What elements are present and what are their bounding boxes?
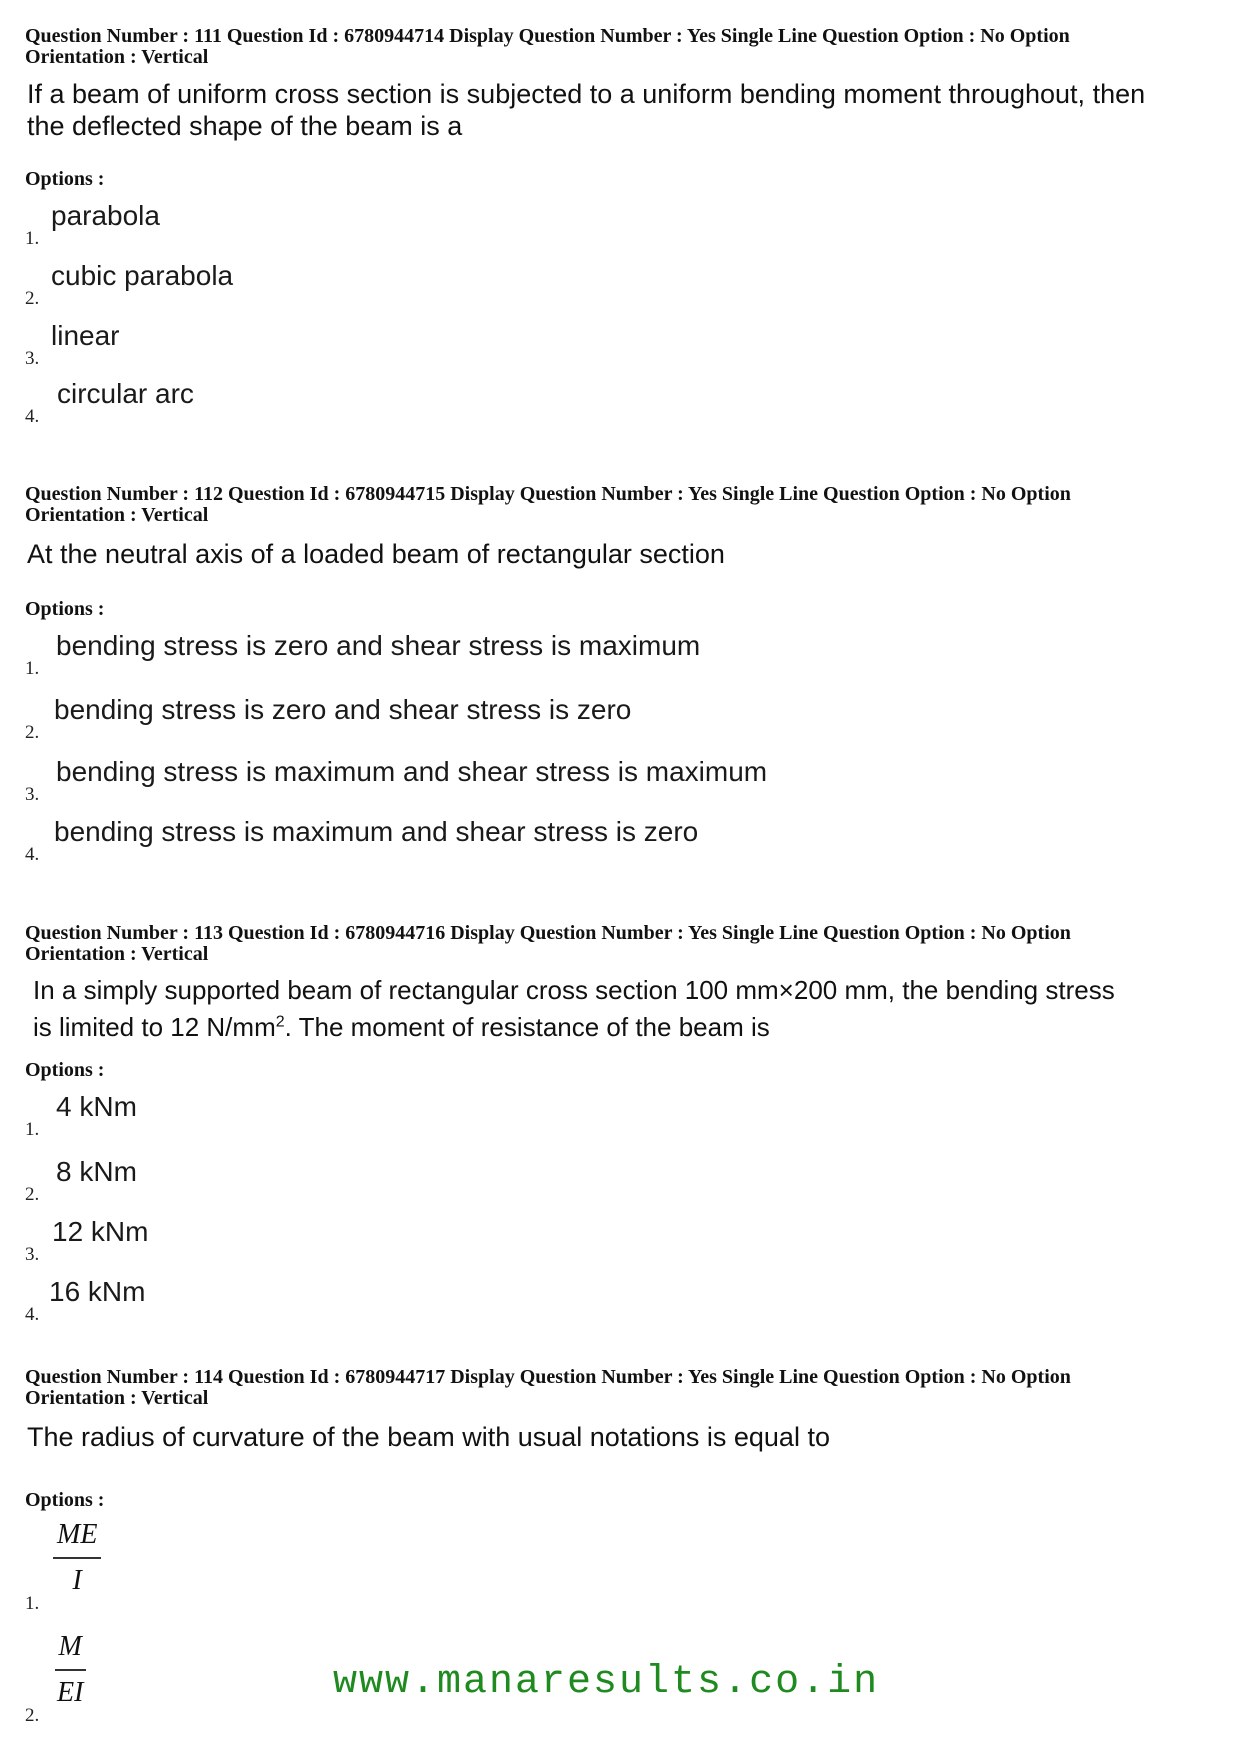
stem-text: is limited to 12 N/mm: [33, 1011, 276, 1042]
option-number: 4.: [25, 406, 40, 427]
stem-line: [33, 1012, 770, 1042]
option-number: 2.: [25, 722, 40, 743]
option-number: 3.: [25, 348, 40, 369]
fraction-me-over-i: [53, 1519, 101, 1597]
question-stem: [33, 975, 1115, 1043]
option-text: bending stress is maximum and shear stress is maximum: [56, 756, 768, 787]
option-number: 1.: [25, 658, 40, 679]
stem-text: . The moment of resistance of the beam is: [284, 1011, 770, 1042]
option-1[interactable]: [25, 200, 1125, 250]
option-3[interactable]: [25, 1216, 1125, 1266]
watermark-url: www.manaresults.co.in: [333, 1660, 880, 1705]
option-text: circular arc: [57, 378, 194, 409]
option-number: 1.: [25, 228, 40, 249]
question-stem: [27, 538, 725, 570]
option-number: 1.: [25, 1593, 40, 1614]
stem-line: If a beam of uniform cross section is subjected to a uniform bending moment throughout, then: [27, 79, 1146, 109]
option-text: bending stress is maximum and shear stress is zero: [54, 816, 699, 847]
question-112: [25, 483, 1215, 865]
stem-line: the deflected shape of the beam is a: [27, 111, 463, 141]
question-meta-orientation: Orientation : Vertical: [25, 504, 209, 526]
fraction-m-over-ei: [53, 1631, 87, 1709]
option-number: 3.: [25, 784, 40, 805]
question-meta: Question Number : 113 Question Id : 6780944716 Display Question Number : Yes Single Line Question Option : No Option: [25, 922, 1071, 944]
option-number: 4.: [25, 1304, 40, 1325]
question-meta: Question Number : 112 Question Id : 6780944715 Display Question Number : Yes Single Line Question Option : No Option: [25, 483, 1071, 505]
option-number: 4.: [25, 844, 40, 865]
question-meta: Question Number : 114 Question Id : 6780944717 Display Question Number : Yes Single Line Question Option : No Option: [25, 1366, 1071, 1388]
question-113: [25, 922, 1215, 1325]
option-2[interactable]: [25, 1156, 1125, 1206]
fraction-denominator: I: [72, 1565, 82, 1596]
options-label: Options :: [25, 598, 105, 620]
option-text: 8 kNm: [56, 1156, 137, 1187]
question-meta-orientation: Orientation : Vertical: [25, 943, 209, 965]
question-stem: [27, 78, 1145, 142]
option-1[interactable]: [25, 1519, 1125, 1615]
superscript-two: 2: [275, 1013, 285, 1030]
options-label: Options :: [25, 1489, 105, 1511]
option-2[interactable]: [25, 260, 1125, 310]
option-3[interactable]: [25, 756, 1125, 806]
option-text: cubic parabola: [51, 260, 234, 291]
option-3[interactable]: [25, 320, 1125, 370]
options-label: Options :: [25, 168, 105, 190]
option-text: 4 kNm: [56, 1091, 137, 1122]
question-stem: [27, 1421, 830, 1453]
stem-line: At the neutral axis of a loaded beam of rectangular section: [27, 539, 725, 569]
question-meta-orientation: Orientation : Vertical: [25, 46, 209, 68]
fraction-numerator: M: [55, 1631, 86, 1671]
option-number: 2.: [25, 288, 40, 309]
option-text: bending stress is zero and shear stress is zero: [54, 694, 632, 725]
question-meta: Question Number : 111 Question Id : 6780944714 Display Question Number : Yes Single Line Question Option : No Option: [25, 25, 1070, 47]
option-text: parabola: [51, 200, 160, 231]
option-number: 2.: [25, 1184, 40, 1205]
fraction-numerator: ME: [53, 1519, 101, 1559]
option-number: 2.: [25, 1705, 40, 1726]
option-text: linear: [51, 320, 120, 351]
option-4[interactable]: [25, 378, 1125, 428]
option-4[interactable]: [25, 816, 1125, 866]
option-1[interactable]: [25, 1091, 1125, 1141]
stem-line: In a simply supported beam of rectangular cross section 100 mm×200 mm, the bending stress: [33, 975, 1115, 1005]
option-text: bending stress is zero and shear stress is maximum: [56, 630, 701, 661]
option-text: 16 kNm: [49, 1276, 146, 1307]
option-number: 1.: [25, 1119, 40, 1140]
option-2[interactable]: [25, 694, 1125, 744]
question-111: [25, 25, 1215, 427]
question-meta-orientation: Orientation : Vertical: [25, 1387, 209, 1409]
option-4[interactable]: [25, 1276, 1125, 1326]
options-label: Options :: [25, 1059, 105, 1081]
option-text: 12 kNm: [52, 1216, 149, 1247]
option-number: 3.: [25, 1244, 40, 1265]
fraction-denominator: EI: [57, 1677, 84, 1708]
option-1[interactable]: [25, 630, 1125, 680]
stem-line: The radius of curvature of the beam with usual notations is equal to: [27, 1422, 830, 1452]
